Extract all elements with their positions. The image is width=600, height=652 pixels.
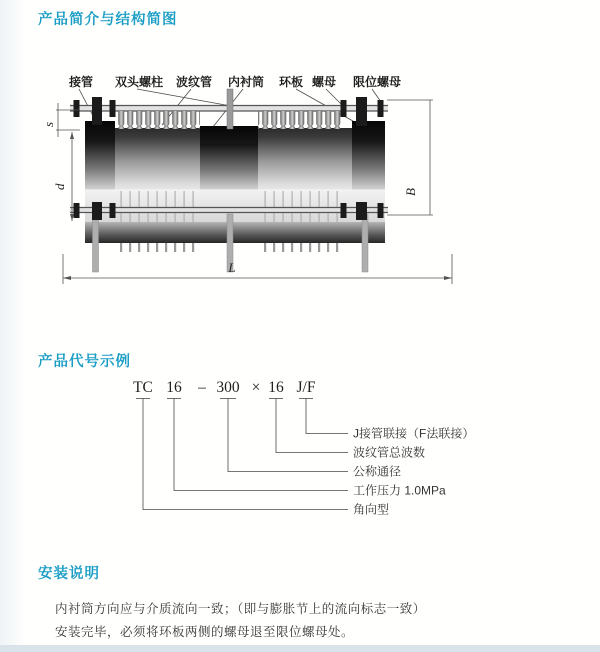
code-token-waves: 16 [268, 379, 284, 396]
code-token-connection: J/F [296, 379, 316, 396]
installation-instructions [55, 598, 426, 644]
section-title-install: 安装说明 [38, 566, 100, 582]
code-token-pressure: 16 [166, 379, 182, 396]
code-token-type: TC [133, 379, 153, 396]
bellows-fins-left-bottom [117, 243, 200, 252]
installation-line-2: 安装完毕，必须将环板两侧的螺母退至限位螺母处。 [55, 625, 355, 639]
product-code-chart [100, 376, 520, 524]
svg-text:s: s [41, 121, 56, 127]
dimension-l [63, 254, 452, 284]
legend-nominal-diameter: 公称通径 [353, 464, 402, 479]
code-leader-lines [136, 399, 348, 510]
legend-working-pressure: 工作压力 1.0MPa [353, 483, 446, 498]
center-axis-line [85, 190, 385, 192]
svg-text:B: B [403, 188, 418, 196]
page-bottom-strip [0, 645, 600, 652]
code-token-diameter: 300 [216, 379, 240, 396]
section-title-intro: 产品简介与结构简图 [38, 12, 178, 28]
page-left-edge [0, 0, 26, 645]
code-token-times: × [251, 379, 261, 396]
installation-line-1: 内衬筒方向应与介质流向一致；（即与膨胀节上的流向标志一致） [55, 602, 426, 616]
legend-wave-count: 波纹管总波数 [353, 445, 426, 460]
dimension-b [387, 100, 433, 215]
bellows-fins-left-top [117, 111, 200, 129]
bellows-fins-right-bottom [258, 243, 343, 252]
label-nut: 螺母 [311, 75, 337, 89]
section-title-code: 产品代号示例 [38, 354, 131, 370]
label-double-end-stud: 双头螺柱 [114, 75, 164, 89]
diagram-part-labels [68, 74, 401, 89]
legend-angular-type: 角向型 [353, 502, 390, 517]
svg-text:L: L [228, 260, 236, 275]
bellows-fins-right-top [258, 111, 343, 129]
tie-rod-bottom [70, 208, 388, 213]
label-limit-nut: 限位螺母 [352, 75, 402, 89]
expansion-joint-body-lower [85, 191, 385, 252]
center-stud-top [227, 89, 233, 129]
label-bellows: 波纹管 [175, 75, 213, 89]
label-ring-plate: 环板 [278, 75, 304, 89]
expansion-joint-body-upper [85, 111, 385, 190]
code-legend [353, 426, 474, 517]
label-inner-liner: 内衬筒 [227, 75, 265, 89]
code-token-dash: – [198, 379, 206, 396]
svg-text:d: d [52, 183, 67, 190]
legend-connection: J接管联接（F法联接） [353, 426, 475, 441]
structure-diagram [30, 68, 475, 298]
label-connecting-pipe: 接管 [68, 75, 94, 89]
code-tokens [133, 379, 316, 396]
